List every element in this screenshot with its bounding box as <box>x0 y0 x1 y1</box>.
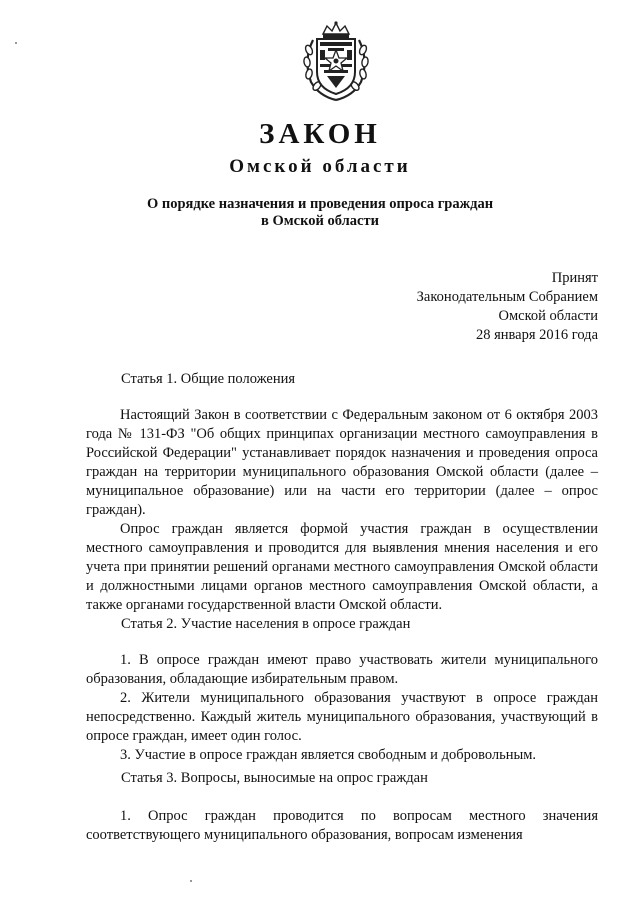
article-1-heading: Статья 1. Общие положения <box>121 371 296 387</box>
article-2-heading: Статья 2. Участие населения в опросе граждан <box>121 616 411 632</box>
document-title: ЗАКОН <box>259 118 381 150</box>
article-1-body <box>86 406 598 615</box>
adoption-line: Омской области <box>498 308 598 324</box>
law-subject-line: в Омской области <box>261 213 379 229</box>
adoption-date: 28 января 2016 года <box>475 327 598 343</box>
article-2-body <box>86 651 598 765</box>
article-3-heading: Статья 3. Вопросы, выносимые на опрос граждан <box>121 770 428 786</box>
adoption-line: Законодательным Собранием <box>416 289 598 305</box>
coat-of-arms-emblem <box>299 20 373 104</box>
scan-speck <box>190 880 192 882</box>
article-3-body <box>86 807 598 845</box>
adoption-line: Принят <box>551 270 598 286</box>
article-2-paragraph-3: 3. Участие в опросе граждан является свободным и добровольным. <box>120 747 537 763</box>
article-1-paragraph-1: Настоящий Закон в соответствии с Федеральным законом от 6 октября 2003 года № 131-ФЗ "Об общих принципах организации местного самоуправления в Российской Федерации" устанавливает порядок назначения и проведения опроса граждан на территории муниципального образования Омской области (далее – муниципальное образование) или на части его территории (далее – опрос граждан). <box>86 407 598 518</box>
scan-speck <box>15 42 17 44</box>
article-2-paragraph-1: 1. В опросе граждан имеют право участвовать жители муниципального образования, обладающие избирательным правом. <box>86 652 598 687</box>
document-subtitle: Омской области <box>229 156 411 177</box>
law-subject-line: О порядке назначения и проведения опроса граждан <box>146 196 494 212</box>
article-2-paragraph-2: 2. Жители муниципального образования участвуют в опросе граждан непосредственно. Каждый житель муниципального образования, участвующий в опросе граждан, имеет один голос. <box>86 690 598 744</box>
article-3-paragraph-1: 1. Опрос граждан проводится по вопросам местного значения соответствующего муниципального образования, вопросам изменения <box>86 808 598 843</box>
law-subject <box>0 196 640 230</box>
adoption-block <box>417 269 598 345</box>
article-1-paragraph-2: Опрос граждан является формой участия граждан в осуществлении местного самоуправления и проводится для выявления мнения населения и его учета при принятии решений органами местного самоуправления Омской области и должностными лицами органов местного самоуправления Омской области, а также органами государственной власти Омской области. <box>86 521 598 613</box>
